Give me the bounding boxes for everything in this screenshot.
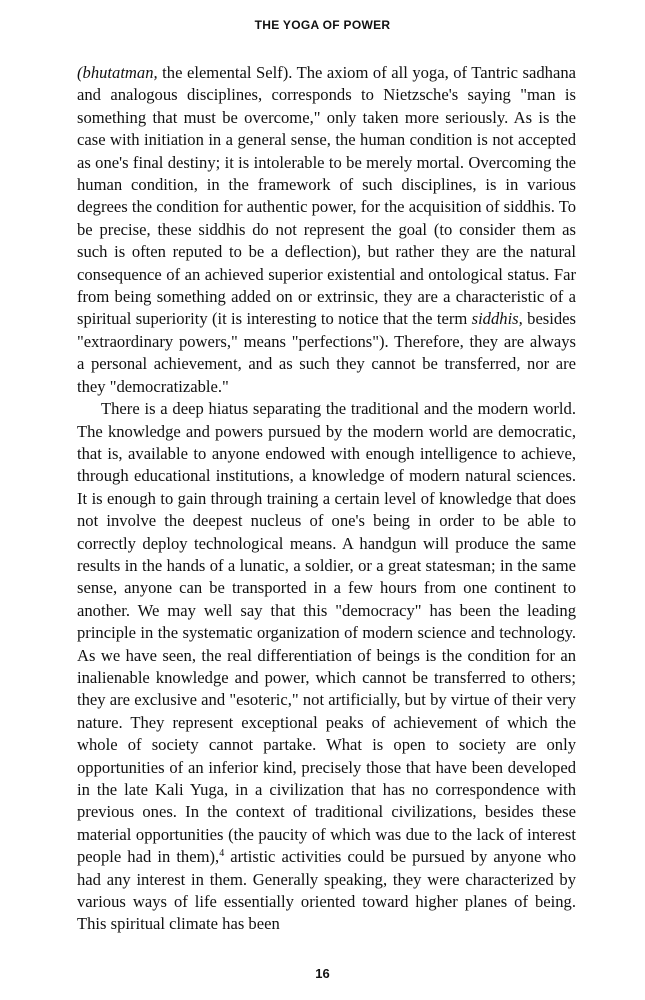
paragraph-1 [77,62,576,398]
paragraph-1-text-a: the elemental Self). The axiom of all yoga, of Tantric sadhana and analogous disciplines, corresponds to Nietzsche's saying "man is something that must be overcome," only taken more seriously. As is the case with initiation in a general sense, the human condition is not accepted as one's final destiny; it is intolerable to be merely mortal. Overcoming the human condition, in the framework of such disciplines, is in various degrees the condition for authentic power, for the acquisition of siddhis. To be precise, these siddhis do not represent the goal (to consider them as such is often reputed to be a deflection), but rather they are the natural consequence of an achieved superior existential and ontological status. Far from being something added on or extrinsic, they are a characteristic of a spiritual superiority (it is interesting to notice that the term [77,63,576,329]
italic-term-siddhis: siddhis, [471,309,523,329]
paragraph-1-text-b: besides "extraordinary powers," means "perfections"). Therefore, they are always a personal achievement, and as such they cannot be transferred, nor are they "democratizable." [77,309,576,396]
italic-term-bhutatman: (bhutatman, [77,63,158,82]
paragraph-2-text-b: artistic activities could be pursued by anyone who had any interest in them. Generally speaking, they were characterized by various ways of life essentially oriented toward higher planes of being. This spiritual climate has been [77,847,576,934]
footnote-reference[interactable]: 4 [219,848,225,860]
running-head: THE YOGA OF POWER [254,18,391,32]
paragraph-2 [77,398,576,936]
body-text [77,62,576,936]
page-number: 16 [315,966,330,981]
paragraph-2-text-a: There is a deep hiatus separating the traditional and the modern world. The knowledge and powers pursued by the modern world are democratic, that is, available to anyone endowed with enough intelligence to achieve, through educational institutions, a knowledge of modern natural sciences. It is enough to gain through training a certain level of knowledge that does not involve the deepest nucleus of one's being in order to be able to correctly deploy technological means. A handgun will produce the same results in the hands of a lunatic, a soldier, or a great statesman; in the same sense, anyone can be transported in a few hours from one continent to another. We may well say that this "democracy" has been the leading principle in the systematic organization of modern science and technology. As we have seen, the real differentiation of beings is the condition for an inalienable knowledge and power, which cannot be transferred to others; they are exclusive and "esoteric," not artificially, but by virtue of their very nature. They represent exceptional peaks of achievement of which the whole of society cannot partake. What is open to society are only opportunities of an inferior kind, precisely those that have been developed in the late Kali Yuga, in a civilization that has no correspondence with previous ones. In the context of traditional civilizations, besides these material opportunities (the paucity of which was due to the lack of interest people had in them), [77,399,576,867]
